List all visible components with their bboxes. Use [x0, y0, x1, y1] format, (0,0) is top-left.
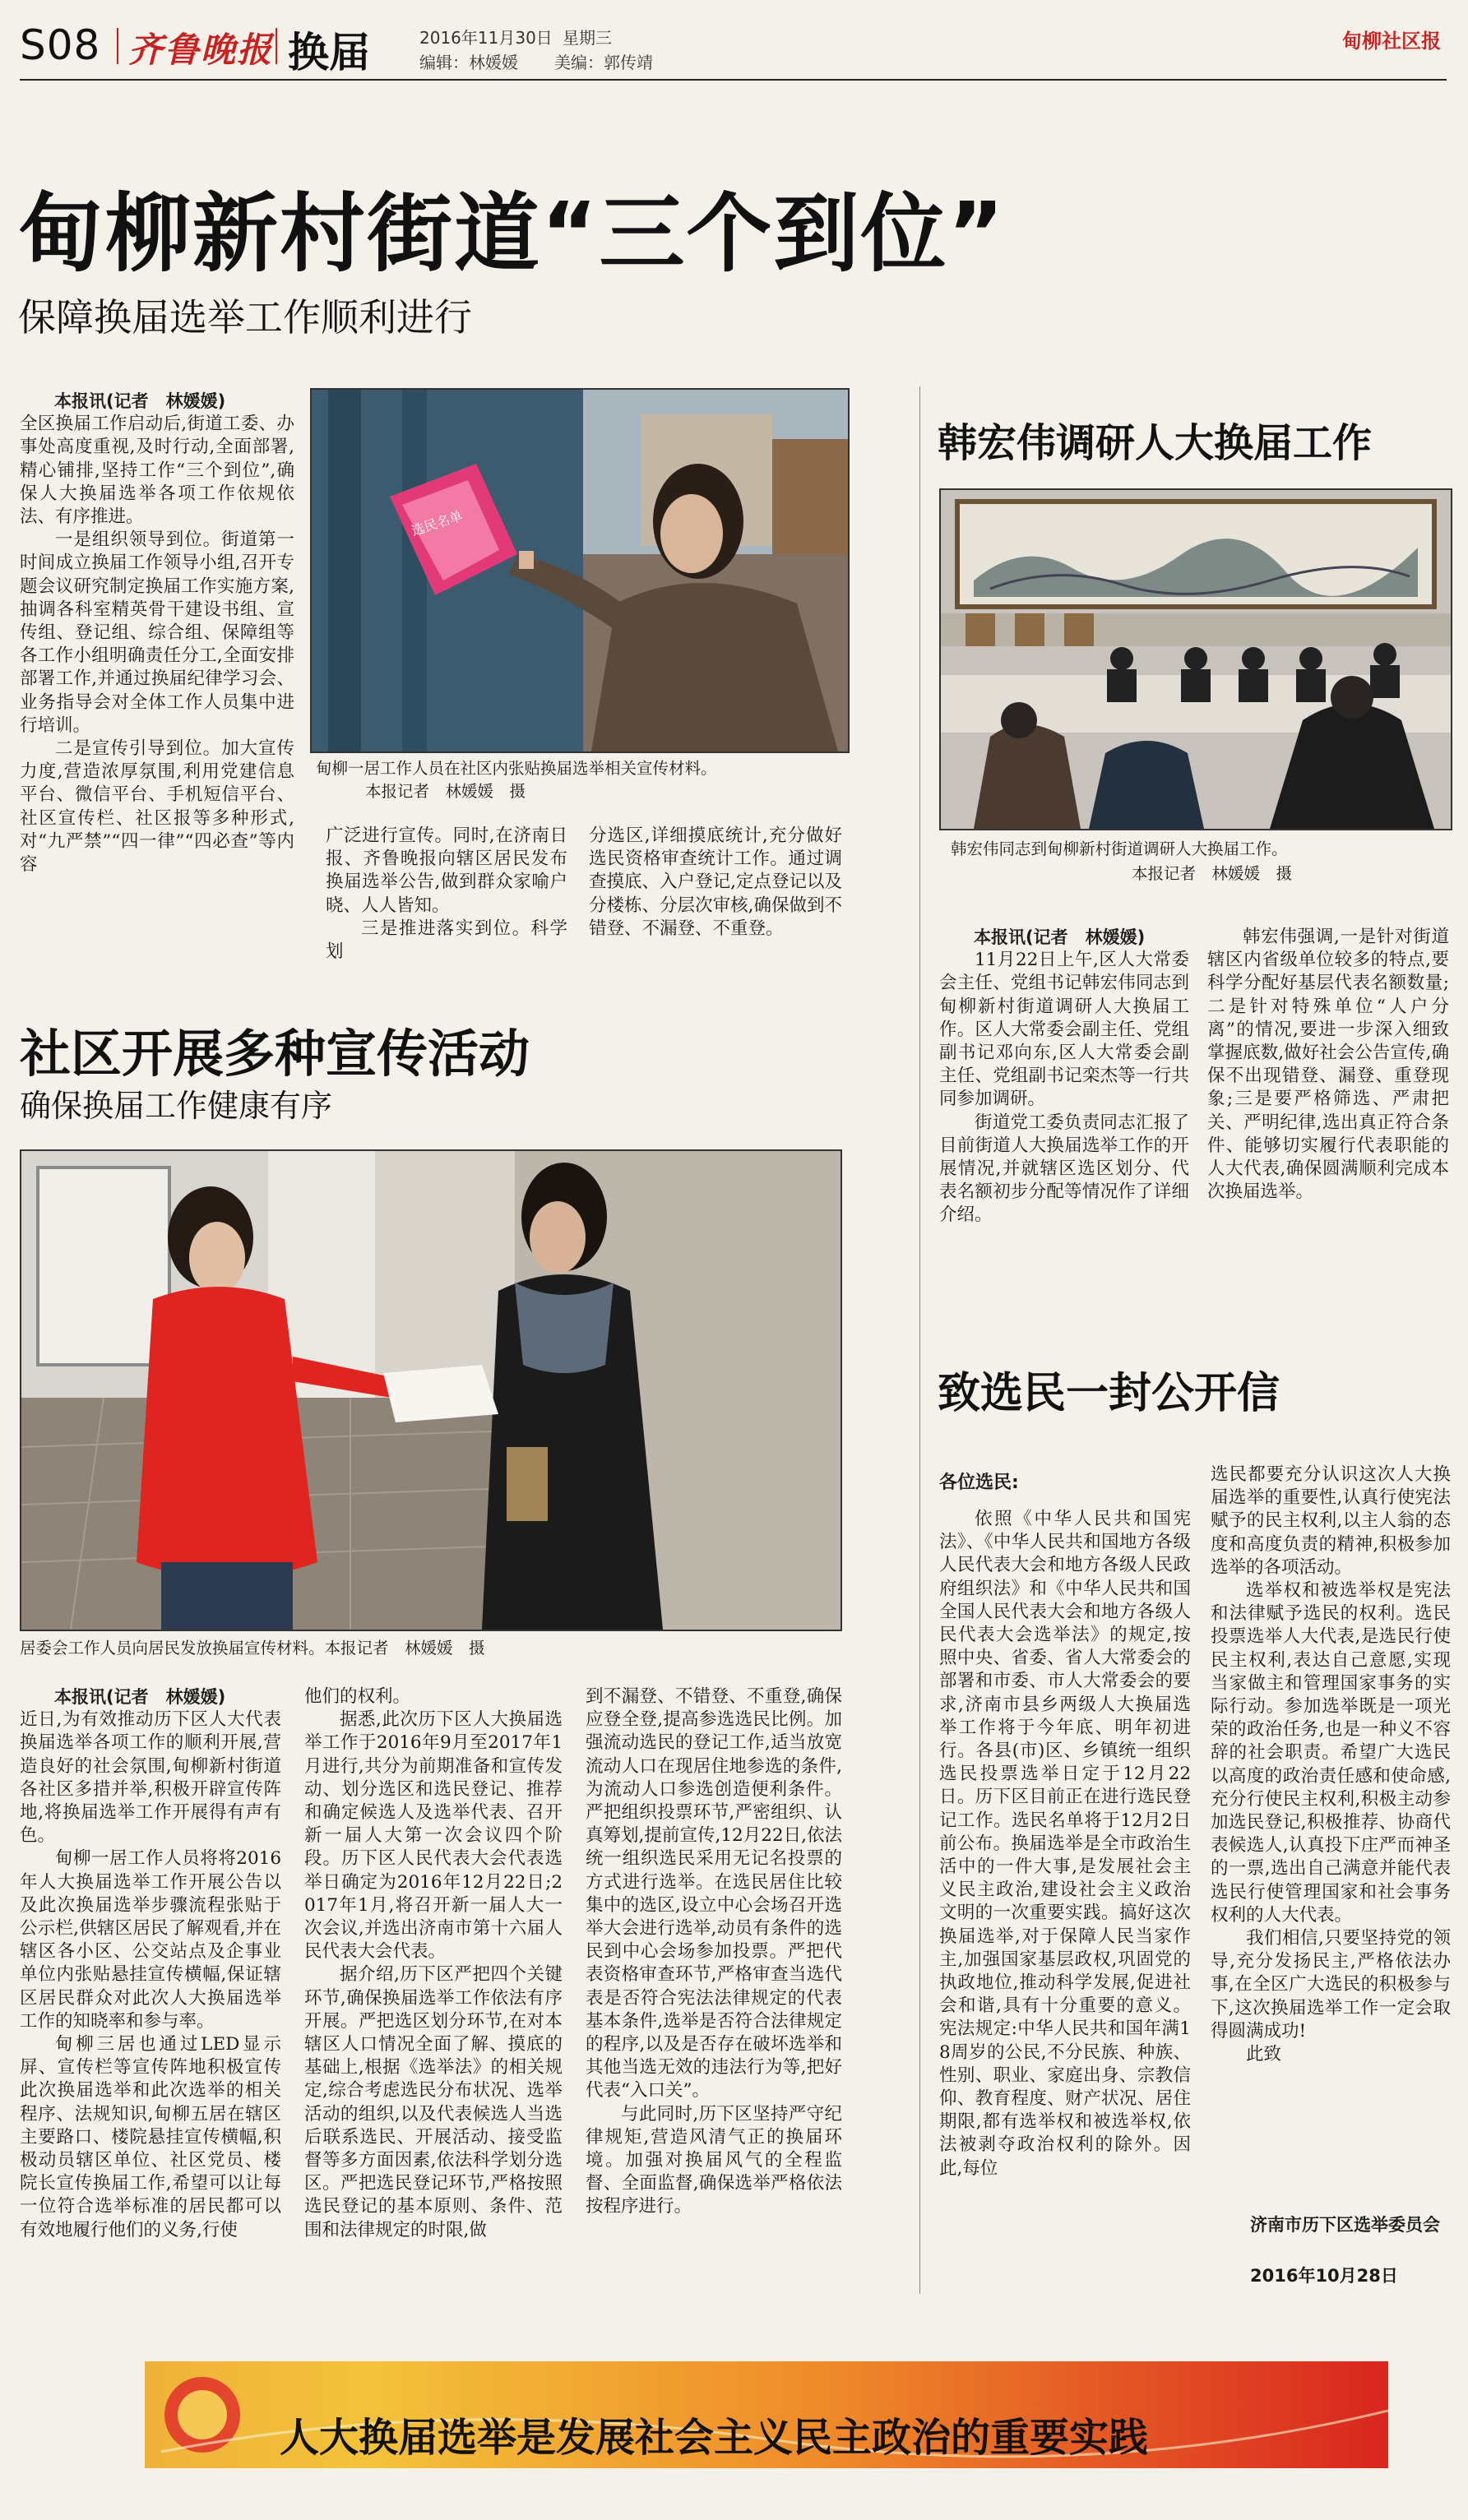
- article3-paragraph: 甸柳三居也通过LED显示屏、宣传栏等宣传阵地积极宣传此次换届选举和此次选举的相关程序、法规知识,甸柳五居在辖区主要路口、楼院悬挂宣传横幅,积极动员辖区单位、社区党员、楼院长宣传换届工作,希望可以让每一位符合选举标准的居民都可以有效地履行他们的义务,行使: [20, 2034, 281, 2240]
- header-divider-2: [276, 28, 277, 64]
- article4-date: 2016年10月28日: [1250, 2266, 1398, 2286]
- handout-photo: [21, 1151, 841, 1630]
- article3-paragraph: 到不漏登、不错登、不重登,确保应登全登,提高参选选民比例。加强流动选民的登记工作,适当放宽流动人口在现居住地参选的条件,为流动人口参选创造便利条件。严把组织投票环节,严密组织、认真筹划,提前宣传,12月22日,依法统一组织选民采用无记名投票的方式进行选举。在选民居住比较集中的选区,设立中心会场召开选举大会进行选举,动员有条件的选民到中心会场参加投票。严把代表资格审查环节,严格审查当选代表是否符合宪法法律规定的代表基本条件,选举是否符合法律规定的程序,以及是否存在破坏选举和其他当选无效的违法行为等,把好代表“入口关”。: [586, 1686, 842, 2102]
- article2-byline: 本报讯(记者 林媛媛): [974, 927, 1146, 947]
- article4-salutation: 各位选民:: [939, 1473, 1019, 1493]
- article4-column-1: [939, 1508, 1191, 2297]
- article4-closing: 此致: [1246, 2044, 1282, 2065]
- article3-paragraph: 他们的权利。: [304, 1686, 411, 1707]
- article3-column-3: [586, 1685, 842, 2296]
- article1-paragraph: 分选区,详细摸底统计,充分做好选民资格审查统计工作。通过调查摸底、入户登记,定点登记以及分楼栋、分层次审核,确保做到不错登、不漏登、不重登。: [589, 825, 842, 939]
- article1-paragraph: 全区换届工作启动后,街道工委、办事处高度重视,及时行动,全面部署,精心铺排,坚持工作“三个到位”,确保人大换届选举各项工作依规依法、有序推进。: [20, 414, 294, 528]
- header-rule: [20, 79, 1447, 81]
- poster-text: 选民名单: [409, 507, 465, 539]
- article2-paragraph: 街道党工委负责同志汇报了目前街道人大换届选举工作的开展情况,并就辖区选区划分、代表名额初步分配等情况作了详细介绍。: [939, 1112, 1189, 1226]
- header-divider-1: [117, 28, 118, 64]
- community-paper-label: 甸柳社区报: [1342, 30, 1441, 53]
- article4-paragraph: 选举权和被选举权是宪法和法律赋予选民的权利。选民投票选举人大代表,是选民行使民主权利,表达自己意愿,实现当家做主和管理国家事务的实际行动。参加选举既是一项光荣的政治任务,也是一种义不容辞的社会职责。希望广大选民以高度的政治责任感和使命感,充分行使民主权利,积极主动参加选民登记,积极推荐、协商代表候选人,认真投下庄严而神圣的一票,选出自己满意并能代表选民行使管理国家和社会事务权利的人大代表。: [1211, 1580, 1451, 1926]
- article2-headline: 韩宏伟调研人大换届工作: [938, 420, 1373, 466]
- article3-paragraph: 据悉,此次历下区人大换届选举工作于2016年9月至2017年1月进行,共分为前期准备和宣传发动、划分选区和选民登记、推荐和确定候选人及选举代表、召开新一届人大第一次会议四个阶段。历下区人民代表大会代表选举日确定为2016年12月22日;2017年1月,将召开新一届人大一次会议,并选出济南市第十六届人民代表大会代表。: [304, 1709, 563, 1963]
- article2-paragraph: 韩宏伟强调,一是针对街道辖区内省级单位较多的特点,要科学分配好基层代表名额数量;二是针对特殊单位“人户分离”的情况,要进一步深入细致掌握底数,做好社会公告宣传,确保不出现错登、漏登、重登现象;三是要严格筛选、严肃把关、严明纪律,选出真正符合条件、能够切实履行代表职能的人大代表,确保圆满顺利完成本次换届选举。: [1207, 927, 1449, 1203]
- article2-paragraph: 11月22日上午,区人大常委会主任、党组书记韩宏伟同志到甸柳新村街道调研人大换届工作。区人大常委会副主任、党组副书记邓向东,区人大常委会副主任、党组副书记栾杰等一行共同参加调研。: [939, 950, 1189, 1110]
- article4-headline: 致选民一封公开信: [938, 1369, 1280, 1418]
- header-weekday: 星期三: [563, 28, 612, 48]
- article3-paragraph: 近日,为有效推动历下区人大代表换届选举各项工作的顺利开展,营造良好的社会氛围,甸柳新村街道各社区多措并举,积极开辟宣传阵地,将换届选举工作开展得有声有色。: [20, 1709, 281, 1847]
- article1-paragraph: 二是宣传引导到位。加大宣传力度,营造浓厚氛围,利用党建信息平台、微信平台、手机短信平台、社区宣传栏、社区报等多种形式,对“九严禁”“四一律”“四必查”等内容: [20, 738, 294, 876]
- article2-photo: [939, 488, 1452, 830]
- section-divider-vertical: [919, 386, 920, 2294]
- article1-paragraph: 一是组织领导到位。街道第一时间成立换届工作领导小组,召开专题会议研究制定换届工作实施方案,抽调各科室精英骨干建设书组、宣传组、登记组、综合组、保障组等各工作小组明确责任分工,全面安排部署工作,并通过换届纪律学习会、业务指导会对全体工作人员集中进行培训。: [20, 529, 294, 736]
- header-date: 2016年11月30日: [419, 28, 553, 48]
- article3-column-2: [304, 1685, 563, 2296]
- article3-paragraph: 甸柳一居工作人员将将2016年人大换届选举工作开展公告以及此次换届选举步骤流程张贴于公示栏,供辖区居民了解观看,并在辖区各小区、公交站点及企事业单位内张贴悬挂宣传横幅,保证辖区居民群众对此次人大换届选举工作的知晓率和参与率。: [20, 1848, 281, 2032]
- article3-paragraph: 与此同时,历下区坚持严守纪律规矩,营造风清气正的换届环境。加强对换届风气的全程监督、全面监督,确保选举严格依法按程序进行。: [586, 2103, 842, 2217]
- article3-paragraph: 据介绍,历下区严把四个关键环节,确保换届选举工作依法有序开展。严把选区划分环节,在对本辖区人口情况全面了解、摸底的基础上,根据《选举法》的相关规定,综合考虑选民分布状况、选举活动的组织,以及代表候选人当选后联系选民、开展活动、接受监督等多方面因素,依法科学划分选区。严把选民登记环节,严格按照选民登记的基本原则、条件、范围和法律规定的时限,做: [304, 1964, 563, 2240]
- article1-photo: [310, 388, 850, 753]
- article3-photo: [20, 1149, 842, 1631]
- article2-column-1: [939, 926, 1189, 1288]
- section-title: 换届: [288, 29, 370, 76]
- article1-column-2: [326, 825, 567, 964]
- article1-photo-credit: 本报记者 林媛媛 摄: [365, 782, 526, 801]
- article3-subhead: 确保换届工作健康有序: [20, 1088, 333, 1124]
- article3-headline: 社区开展多种宣传活动: [20, 1024, 530, 1084]
- article1-paragraph: 三是推进落实到位。科学划: [326, 918, 567, 963]
- header-editor: 编辑：林媛媛: [419, 53, 518, 72]
- article4-paragraph: 依照《中华人民共和国宪法》、《中华人民共和国地方各级人民代表大会和地方各级人民政府组织法》和《中华人民共和国全国人民代表大会和地方各级人民代表大会选举法》的规定,按照中央、省委、省人大常委会的部署和市委、市人大常委会的要求,济南市县乡两级人大换届选举工作将于今年底、明年初进行。各县(市)区、乡镇统一组织选民投票选举日定于12月22日。历下区目前正在进行选民登记工作。选民名单将于12月2日前公布。换届选举是全市政治生活中的一件大事,是发展社会主义民主政治,建设社会主义政治文明的一次重要实践。搞好这次换届选举,对于保障人民当家作主,加强国家基层政权,巩固党的执政地位,推动科学发展,促进社会和谐,具有十分重要的意义。宪法规定:中华人民共和国年满18周岁的公民,不分民族、种族、性别、职业、家庭出身、宗教信仰、教育程度、财产状况、居住期限,都有选举权和被选举权,依法被剥夺政治权利的除外。因此,每位: [939, 1509, 1191, 2179]
- paper-logo: 齐鲁晚报: [128, 30, 274, 70]
- article4-paragraph: 选民都要充分认识这次人大换届选举的重要性,认真行使宪法赋予的民主权利,以主人翁的态度和高度负责的精神,积极参加选举的各项活动。: [1211, 1464, 1451, 1578]
- article3-photo-caption: 居委会工作人员向居民发放换届宣传材料。本报记者 林媛媛 摄: [20, 1639, 485, 1658]
- article1-photo-caption: 甸柳一居工作人员在社区内张贴换届选举相关宣传材料。: [316, 759, 717, 778]
- article4-signature: 济南市历下区选举委员会: [1250, 2215, 1440, 2235]
- article3-byline: 本报讯(记者 林媛媛): [54, 1687, 226, 1707]
- article4-column-2: [1211, 1463, 1451, 2203]
- article4-paragraph: 我们相信,只要坚持党的领导,充分发扬民主,严格依法办事,在全区广大选民的积极参与下,这次换届选举工作一定会取得圆满成功!: [1211, 1928, 1451, 2041]
- wall-poster-photo: [312, 390, 848, 751]
- article2-photo-credit: 本报记者 林媛媛 摄: [1132, 864, 1293, 883]
- article1-paragraph: 广泛进行宣传。同时,在济南日报、齐鲁晚报向辖区居民发布换届选举公告,做到群众家喻户晓、人人皆知。: [326, 825, 567, 916]
- article1-subhead: 保障换届选举工作顺利进行: [18, 295, 472, 340]
- page-number: S08: [20, 21, 101, 69]
- article2-column-2: [1207, 926, 1449, 1288]
- article1-column-3: [589, 825, 842, 964]
- article2-photo-caption: 韩宏伟同志到甸柳新村街道调研人大换届工作。: [951, 839, 1288, 858]
- meeting-photo: [941, 490, 1451, 829]
- bottom-banner-text: 人大换届选举是发展社会主义民主政治的重要实践: [280, 2415, 1149, 2461]
- article1-column-1: [20, 390, 294, 965]
- article3-column-1: [20, 1685, 281, 2296]
- article1-byline: 本报讯(记者 林媛媛): [54, 391, 226, 411]
- article1-headline: 甸柳新村街道“三个到位”: [18, 183, 1006, 284]
- header-designer: 美编：郭传靖: [554, 53, 653, 72]
